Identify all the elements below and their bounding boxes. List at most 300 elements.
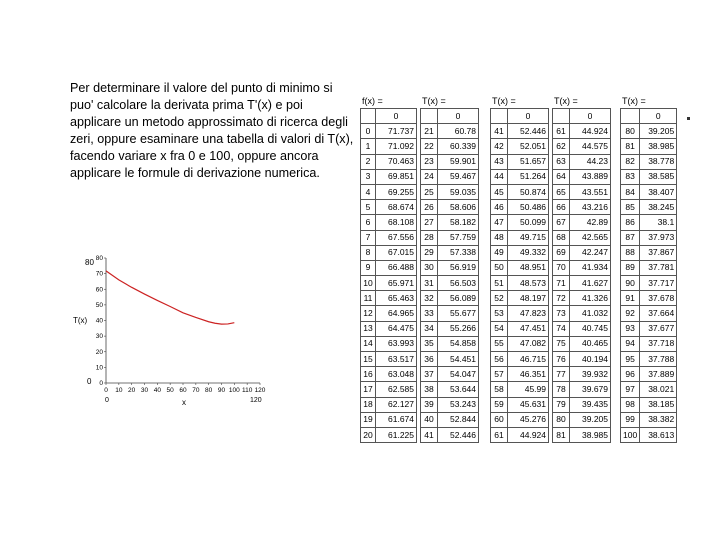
row-index: 61 — [491, 427, 508, 442]
row-value: 56.503 — [438, 276, 479, 291]
row-index: 64 — [553, 169, 570, 184]
index-column-header — [421, 109, 438, 124]
y-axis-label: T(x) — [73, 316, 88, 325]
table-row — [491, 215, 549, 230]
table-row — [553, 184, 611, 199]
x-range-left-label: 0 — [105, 397, 109, 404]
row-value: 66.488 — [376, 260, 417, 275]
row-index: 10 — [361, 276, 376, 291]
row-value: 44.924 — [508, 427, 549, 442]
values-grid — [620, 108, 677, 443]
table-row — [621, 139, 677, 154]
row-index: 83 — [621, 169, 640, 184]
row-value: 61.674 — [376, 412, 417, 427]
row-value: 39.932 — [570, 367, 611, 382]
table-row — [491, 260, 549, 275]
table-header-label: T(x) = — [622, 96, 646, 106]
row-index: 44 — [491, 169, 508, 184]
row-index: 18 — [361, 397, 376, 412]
row-value: 61.225 — [376, 427, 417, 442]
table-row — [553, 215, 611, 230]
row-index: 99 — [621, 412, 640, 427]
row-index: 80 — [621, 124, 640, 139]
row-index: 1 — [361, 139, 376, 154]
y-tick-label: 80 — [95, 255, 103, 262]
row-value: 39.205 — [570, 412, 611, 427]
row-value: 42.89 — [570, 215, 611, 230]
row-index: 17 — [361, 382, 376, 397]
row-index: 5 — [361, 200, 376, 215]
row-index: 82 — [621, 154, 640, 169]
table-header-label: f(x) = — [362, 96, 383, 106]
table-row — [421, 245, 479, 260]
row-value: 39.435 — [570, 397, 611, 412]
table-row — [491, 367, 549, 382]
row-value: 48.197 — [508, 291, 549, 306]
row-value: 37.973 — [640, 230, 677, 245]
row-index: 59 — [491, 397, 508, 412]
y-tick-label: 30 — [95, 333, 103, 341]
table-row — [491, 230, 549, 245]
row-value: 37.678 — [640, 291, 677, 306]
table-row — [421, 139, 479, 154]
value-column-header: 0 — [376, 109, 417, 124]
table-row — [553, 306, 611, 321]
row-value: 54.858 — [438, 336, 479, 351]
index-column-header — [621, 109, 640, 124]
row-index: 81 — [553, 427, 570, 442]
table-row — [421, 412, 479, 427]
row-value: 50.874 — [508, 184, 549, 199]
table-row — [421, 169, 479, 184]
table-header-label: T(x) = — [492, 96, 516, 106]
x-tick-label: 20 — [128, 387, 136, 394]
row-value: 62.127 — [376, 397, 417, 412]
row-index: 53 — [491, 306, 508, 321]
row-index: 100 — [621, 427, 640, 442]
y-tick-label: 60 — [95, 286, 103, 294]
row-index: 36 — [421, 352, 438, 367]
row-value: 54.451 — [438, 352, 479, 367]
table-row — [421, 276, 479, 291]
row-value: 48.573 — [508, 276, 549, 291]
table-row — [553, 352, 611, 367]
row-index: 94 — [621, 336, 640, 351]
row-value: 43.216 — [570, 200, 611, 215]
table-row — [553, 260, 611, 275]
x-tick-label: 110 — [241, 387, 253, 394]
row-index: 80 — [553, 412, 570, 427]
table-row — [421, 321, 479, 336]
row-value: 51.657 — [508, 154, 549, 169]
row-index: 35 — [421, 336, 438, 351]
y-tick-label: 10 — [95, 364, 103, 372]
row-index: 3 — [361, 169, 376, 184]
row-index: 89 — [621, 260, 640, 275]
row-value: 69.851 — [376, 169, 417, 184]
row-index: 76 — [553, 352, 570, 367]
row-value: 52.051 — [508, 139, 549, 154]
value-column-header: 0 — [438, 109, 479, 124]
row-value: 37.867 — [640, 245, 677, 260]
table-row — [361, 306, 417, 321]
row-value: 38.985 — [570, 427, 611, 442]
row-value: 37.788 — [640, 352, 677, 367]
row-value: 44.924 — [570, 124, 611, 139]
table-row — [621, 245, 677, 260]
row-value: 44.575 — [570, 139, 611, 154]
table-row — [361, 321, 417, 336]
table-row — [553, 412, 611, 427]
table-row — [361, 427, 417, 442]
x-range-right-label: 120 — [250, 397, 262, 404]
row-index: 88 — [621, 245, 640, 260]
row-value: 43.889 — [570, 169, 611, 184]
row-value: 38.613 — [640, 427, 677, 442]
table-row — [361, 367, 417, 382]
table-row — [553, 397, 611, 412]
x-tick-label: 0 — [104, 387, 108, 394]
table-row — [361, 230, 417, 245]
row-index: 77 — [553, 367, 570, 382]
y-range-bottom-label: 0 — [87, 377, 92, 386]
row-value: 64.475 — [376, 321, 417, 336]
x-axis-label: x — [182, 398, 186, 407]
table-row — [491, 245, 549, 260]
row-index: 47 — [491, 215, 508, 230]
row-index: 81 — [621, 139, 640, 154]
row-value: 45.99 — [508, 382, 549, 397]
row-value: 52.844 — [438, 412, 479, 427]
x-tick-label: 10 — [115, 387, 123, 394]
row-index: 12 — [361, 306, 376, 321]
table-row — [361, 291, 417, 306]
row-index: 22 — [421, 139, 438, 154]
table-row — [361, 382, 417, 397]
row-value: 58.606 — [438, 200, 479, 215]
y-tick-label: 40 — [95, 317, 103, 325]
table-row — [553, 382, 611, 397]
row-value: 53.644 — [438, 382, 479, 397]
table-row — [421, 184, 479, 199]
table-row — [621, 230, 677, 245]
table-row — [361, 184, 417, 199]
row-index: 0 — [361, 124, 376, 139]
table-row — [621, 124, 677, 139]
table-row — [553, 336, 611, 351]
table-row — [421, 367, 479, 382]
row-value: 47.823 — [508, 306, 549, 321]
row-value: 38.382 — [640, 412, 677, 427]
values-table-1 — [360, 95, 417, 443]
row-value: 68.108 — [376, 215, 417, 230]
table-row — [421, 200, 479, 215]
table-column-header-row — [421, 109, 479, 124]
row-value: 38.021 — [640, 382, 677, 397]
row-value: 40.194 — [570, 352, 611, 367]
row-index: 84 — [621, 184, 640, 199]
row-value: 46.715 — [508, 352, 549, 367]
table-row — [491, 352, 549, 367]
row-value: 40.745 — [570, 321, 611, 336]
row-value: 68.674 — [376, 200, 417, 215]
row-index: 38 — [421, 382, 438, 397]
table-row — [491, 336, 549, 351]
values-grid — [552, 108, 611, 443]
value-column-header: 0 — [570, 109, 611, 124]
row-index: 55 — [491, 336, 508, 351]
values-table-4 — [552, 95, 611, 443]
x-tick-label: 90 — [217, 387, 226, 394]
row-index: 40 — [421, 412, 438, 427]
table-row — [361, 169, 417, 184]
row-value: 41.326 — [570, 291, 611, 306]
row-value: 38.1 — [640, 215, 677, 230]
index-column-header — [491, 109, 508, 124]
row-value: 37.664 — [640, 306, 677, 321]
table-row — [421, 352, 479, 367]
row-index: 45 — [491, 184, 508, 199]
row-value: 49.332 — [508, 245, 549, 260]
row-value: 59.035 — [438, 184, 479, 199]
row-value: 38.245 — [640, 200, 677, 215]
row-value: 71.737 — [376, 124, 417, 139]
row-value: 42.247 — [570, 245, 611, 260]
row-value: 45.631 — [508, 397, 549, 412]
table-row — [361, 154, 417, 169]
values-table-5 — [620, 95, 677, 443]
row-index: 2 — [361, 154, 376, 169]
table-row — [491, 382, 549, 397]
table-row — [491, 291, 549, 306]
table-row — [621, 412, 677, 427]
table-row — [361, 260, 417, 275]
row-index: 63 — [553, 154, 570, 169]
row-value: 37.718 — [640, 336, 677, 351]
row-index: 32 — [421, 291, 438, 306]
row-value: 41.934 — [570, 260, 611, 275]
table-row — [361, 139, 417, 154]
values-grid — [420, 108, 479, 443]
line-chart — [70, 248, 270, 410]
value-column-header: 0 — [640, 109, 677, 124]
row-value: 63.048 — [376, 367, 417, 382]
row-value: 63.517 — [376, 352, 417, 367]
row-value: 51.264 — [508, 169, 549, 184]
row-index: 98 — [621, 397, 640, 412]
table-row — [491, 412, 549, 427]
table-row — [361, 245, 417, 260]
row-value: 50.486 — [508, 200, 549, 215]
table-row — [621, 397, 677, 412]
row-index: 96 — [621, 367, 640, 382]
row-value: 37.677 — [640, 321, 677, 336]
value-column-header: 0 — [508, 109, 549, 124]
row-index: 73 — [553, 306, 570, 321]
row-value: 46.351 — [508, 367, 549, 382]
table-row — [361, 412, 417, 427]
row-value: 57.338 — [438, 245, 479, 260]
x-tick-label: 70 — [192, 387, 200, 394]
y-range-top-label: 80 — [85, 258, 94, 267]
row-value: 56.919 — [438, 260, 479, 275]
table-row — [553, 139, 611, 154]
table-row — [621, 215, 677, 230]
table-row — [621, 276, 677, 291]
table-row — [621, 336, 677, 351]
row-value: 55.677 — [438, 306, 479, 321]
row-index: 30 — [421, 260, 438, 275]
row-index: 15 — [361, 352, 376, 367]
table-row — [621, 184, 677, 199]
row-index: 26 — [421, 200, 438, 215]
table-row — [361, 200, 417, 215]
row-index: 79 — [553, 397, 570, 412]
table-row — [421, 230, 479, 245]
values-table-2 — [420, 95, 479, 443]
values-table-3 — [490, 95, 549, 443]
table-row — [553, 245, 611, 260]
table-row — [361, 276, 417, 291]
row-value: 47.082 — [508, 336, 549, 351]
table-row — [491, 184, 549, 199]
row-index: 71 — [553, 276, 570, 291]
table-column-header-row — [553, 109, 611, 124]
row-index: 24 — [421, 169, 438, 184]
row-index: 25 — [421, 184, 438, 199]
row-index: 13 — [361, 321, 376, 336]
row-index: 62 — [553, 139, 570, 154]
x-tick-label: 80 — [205, 387, 213, 394]
table-row — [621, 352, 677, 367]
row-value: 42.565 — [570, 230, 611, 245]
chart-axes — [104, 258, 260, 385]
row-index: 14 — [361, 336, 376, 351]
table-row — [491, 124, 549, 139]
y-tick-labels — [96, 255, 104, 387]
row-index: 61 — [553, 124, 570, 139]
table-row — [421, 124, 479, 139]
row-value: 57.759 — [438, 230, 479, 245]
row-index: 87 — [621, 230, 640, 245]
table-row — [621, 260, 677, 275]
y-tick-label: 70 — [95, 270, 103, 278]
x-tick-label: 30 — [140, 387, 149, 394]
table-row — [621, 200, 677, 215]
table-row — [553, 427, 611, 442]
row-value: 59.901 — [438, 154, 479, 169]
table-row — [491, 200, 549, 215]
row-value: 49.715 — [508, 230, 549, 245]
table-row — [491, 427, 549, 442]
table-row — [621, 169, 677, 184]
row-value: 60.78 — [438, 124, 479, 139]
row-value: 41.032 — [570, 306, 611, 321]
row-index: 60 — [491, 412, 508, 427]
index-column-header — [553, 109, 570, 124]
table-row — [361, 215, 417, 230]
row-value: 60.339 — [438, 139, 479, 154]
table-row — [421, 336, 479, 351]
table-column-header-row — [621, 109, 677, 124]
row-value: 38.185 — [640, 397, 677, 412]
row-index: 74 — [553, 321, 570, 336]
y-tick-label: 20 — [95, 348, 103, 356]
row-index: 72 — [553, 291, 570, 306]
row-index: 28 — [421, 230, 438, 245]
row-index: 50 — [491, 260, 508, 275]
table-row — [621, 306, 677, 321]
table-row — [491, 139, 549, 154]
row-value: 38.778 — [640, 154, 677, 169]
row-index: 91 — [621, 291, 640, 306]
table-row — [553, 367, 611, 382]
row-index: 67 — [553, 215, 570, 230]
values-grid — [360, 108, 417, 443]
table-row — [621, 367, 677, 382]
row-value: 41.627 — [570, 276, 611, 291]
table-row — [491, 169, 549, 184]
series-line — [106, 271, 234, 324]
row-value: 38.407 — [640, 184, 677, 199]
row-value: 53.243 — [438, 397, 479, 412]
row-value: 40.465 — [570, 336, 611, 351]
table-row — [421, 215, 479, 230]
row-value: 64.965 — [376, 306, 417, 321]
row-index: 21 — [421, 124, 438, 139]
row-value: 48.951 — [508, 260, 549, 275]
row-index: 93 — [621, 321, 640, 336]
row-value: 43.551 — [570, 184, 611, 199]
row-index: 20 — [361, 427, 376, 442]
table-row — [361, 397, 417, 412]
row-value: 50.099 — [508, 215, 549, 230]
row-value: 52.446 — [508, 124, 549, 139]
row-index: 65 — [553, 184, 570, 199]
row-value: 37.717 — [640, 276, 677, 291]
row-value: 52.446 — [438, 427, 479, 442]
row-index: 8 — [361, 245, 376, 260]
row-index: 52 — [491, 291, 508, 306]
row-value: 65.971 — [376, 276, 417, 291]
y-tick-label: 0 — [99, 380, 103, 387]
table-row — [361, 124, 417, 139]
table-header-label: T(x) = — [554, 96, 578, 106]
x-tick-label: 50 — [166, 387, 174, 394]
row-index: 23 — [421, 154, 438, 169]
table-column-header-row — [361, 109, 417, 124]
table-row — [421, 382, 479, 397]
row-index: 51 — [491, 276, 508, 291]
table-row — [421, 291, 479, 306]
row-index: 54 — [491, 321, 508, 336]
row-value: 39.205 — [640, 124, 677, 139]
y-tick-label: 50 — [95, 301, 103, 309]
table-row — [421, 260, 479, 275]
values-grid — [490, 108, 549, 443]
x-tick-label: 60 — [179, 387, 187, 394]
table-row — [421, 397, 479, 412]
table-row — [621, 291, 677, 306]
index-column-header — [361, 109, 376, 124]
row-index: 70 — [553, 260, 570, 275]
row-value: 67.015 — [376, 245, 417, 260]
row-value: 65.463 — [376, 291, 417, 306]
table-column-header-row — [491, 109, 549, 124]
row-value: 70.463 — [376, 154, 417, 169]
row-value: 59.467 — [438, 169, 479, 184]
table-row — [553, 169, 611, 184]
